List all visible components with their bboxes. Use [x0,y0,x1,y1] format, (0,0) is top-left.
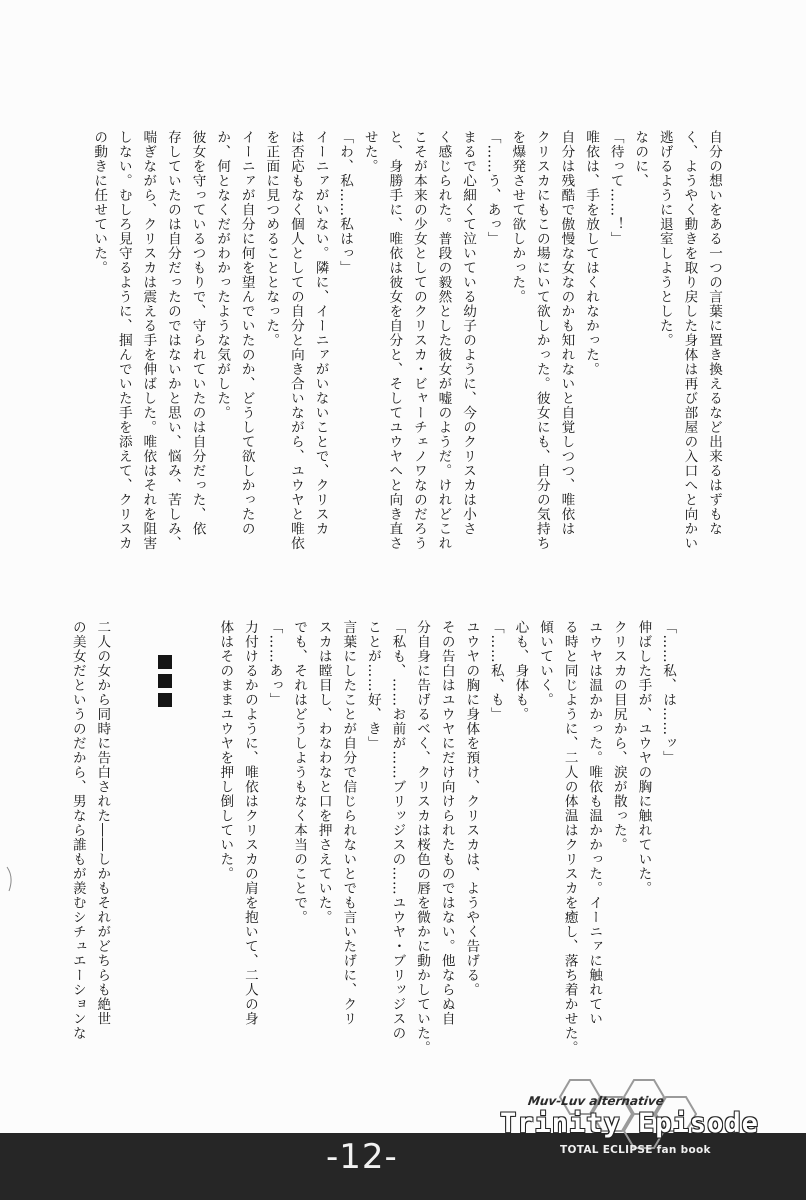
logo-caption: TOTAL ECLIPSE fan book [560,1144,711,1156]
text-column: でも、それはどうしようもなく本当のことで。 [291,620,308,925]
text-column: 「……あっ」 [266,620,283,707]
text-column: 力付けるかのように、唯依はクリスカの肩を抱いて、二人の身 [241,620,258,1026]
text-column: ことが……好、き」 [364,620,381,751]
text-column: 自分の想いをある一つの言葉に置き換えるなど出来るはずもな [706,130,722,536]
text-column: 「待って……！」 [607,130,624,246]
text-column: 「……う、あっ」 [484,130,501,246]
text-column: クリスカの目尻から、涙が散った。 [610,620,627,852]
text-column: 「……私、も」 [487,620,504,722]
text-column: 言葉にしたことが自分で信じられないとでも言いたげに、クリ [340,620,357,1026]
upper-text-block [46,130,726,608]
text-column: なのに、 [632,130,649,188]
text-column: の動きに任せていた。 [91,130,108,275]
page-number: -12- [326,1137,398,1177]
margin-scratch-mark [4,865,20,895]
section-break-square [158,674,172,688]
text-column: 彼女を守っているつもりで、守られていたのは自分だった、依 [189,130,206,536]
text-column: を爆発させて欲しかった。 [509,130,526,304]
text-column: クリスカにもこの場にいて欲しかった。彼女にも、自分の気持ち [533,130,550,551]
text-column: と、身勝手に、唯依は彼女を自分と、そしてユウヤへと向き直さ [386,130,403,551]
text-column: せた。 [361,130,378,174]
text-column: 自分は残酷で傲慢な女なのかも知れないと自覚しつつ、唯依は [558,130,575,536]
text-column: く、ようやく動きを取り戻した身体は再び部屋の入口へと向かい [681,130,698,551]
section-break-square [158,693,172,707]
text-column: こそが本来の少女としてのクリスカ・ビャーチェノワなのだろう [410,130,427,551]
text-column: その告白はユウヤにだけ向けられたものではない。他ならぬ自 [438,620,455,1026]
text-column: か、何となくだがわかったような気がした。 [214,130,231,420]
text-column: 「……私、は……ッ」 [660,620,676,765]
text-column: ユウヤは温かかった。唯依も温かかった。イーニァに触れてい [586,620,603,1026]
fanbook-logo [470,1072,800,1197]
text-column: く感じられた。普段の毅然とした彼女が嘘のようだ。けれどこれ [435,130,452,551]
text-column: 「私も、……お前が……ブリッジスの……ユウヤ・ブリッジスの [389,620,406,1041]
text-column: しない。むしろ見守るように、掴んでいた手を添えて、クリスカ [115,130,132,551]
text-column [114,620,139,1090]
text-column: 体はそのままユウヤを押し倒していた。 [217,620,234,881]
text-column: 二人の女から同時に告白された――しかもそれがどちらも絶世 [94,620,111,1026]
logo-subtitle: Muv-Luv alternative [527,1094,665,1108]
text-column: ユウヤの胸に身体を預け、クリスカは、ようやく告げる。 [463,620,480,997]
text-column: 唯依は、手を放してはくれなかった。 [583,130,600,377]
lower-text-block [0,620,680,1090]
text-column: 心も、身体も。 [512,620,529,722]
logo-title: Trinity Episode [500,1108,759,1139]
text-column: を正面に見つめることとなった。 [263,130,280,348]
text-column: 傾いていく。 [537,620,554,707]
text-column: 存していたのは自分だったのではないかと思い、悩み、苦しみ、 [164,130,181,551]
text-column: スカは瞠目し、わなわなと口を押さえていた。 [315,620,332,925]
text-column: 喘ぎながら、クリスカは震える手を伸ばした。唯依はそれを阻害 [140,130,157,551]
text-column: の美女だというのだから、男なら誰もが羨むシチュエーションな [69,620,86,1041]
text-column: イーニァが自分に何を望んでいたのか、どうして欲しかったの [238,130,255,536]
text-column: は否応もなく個人としての自分と向き合いながら、ユウヤと唯依 [287,130,304,551]
text-column: 伸ばした手が、ユウヤの胸に触れていた。 [635,620,652,896]
text-column: イーニァがいない。隣に、イーニァがいないことで、クリスカ [312,130,329,536]
text-column: 逃げるように退室しようとした。 [656,130,673,348]
text-column: 「わ、私……私はっ」 [337,130,354,275]
text-column [188,620,213,1090]
text-column: 分自身に告げるべく、クリスカは桜色の唇を微かに動かしていた。 [414,620,431,1055]
section-break-square [158,655,172,669]
section-break-mark [158,655,176,707]
text-column: る時と同じように、二人の体温はクリスカを癒し、落ち着かせた。 [561,620,578,1055]
text-column: まるで心細くて泣いている幼子のように、今のクリスカは小さ [460,130,477,536]
